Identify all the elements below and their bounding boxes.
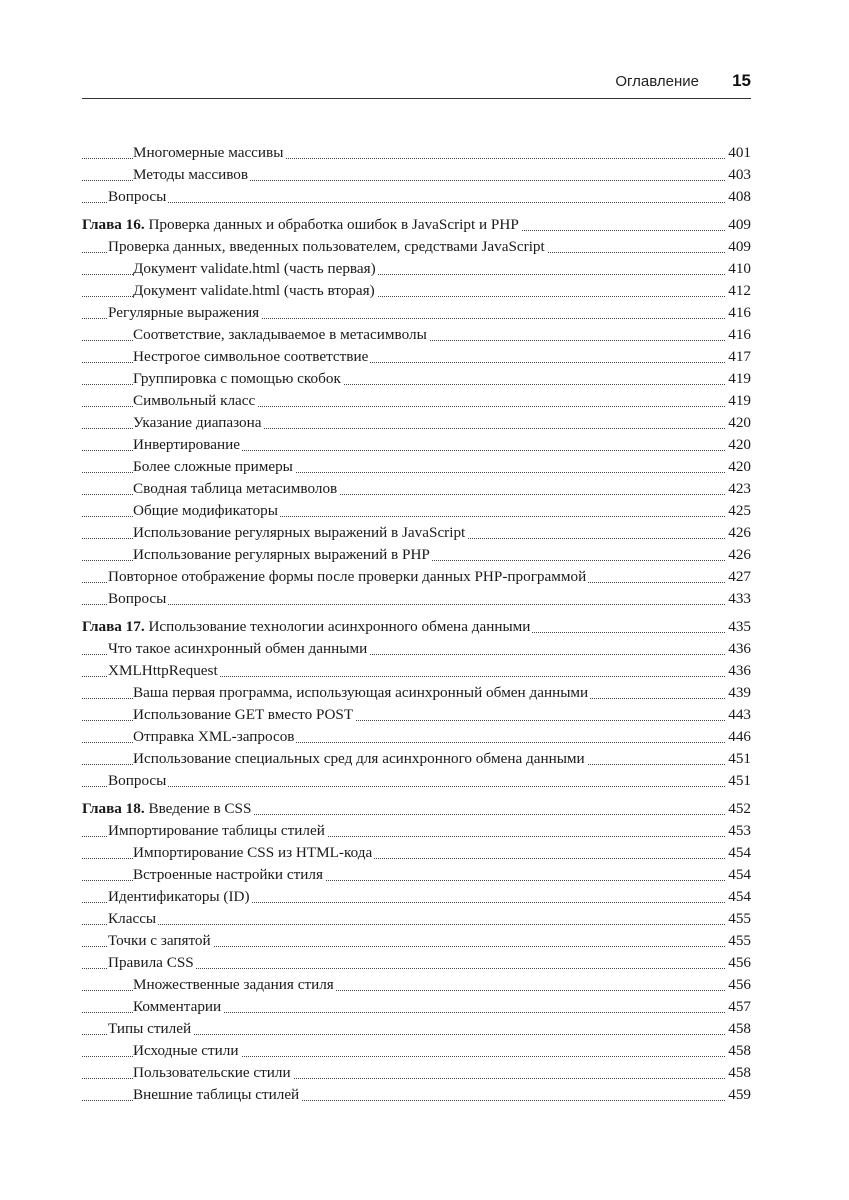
toc-entry-title: Документ validate.html (часть первая) — [133, 260, 376, 277]
toc-entry — [82, 324, 751, 346]
toc-entry-title: Множественные задания стиля — [133, 976, 334, 993]
toc-entry — [82, 704, 751, 726]
toc-chapter-entry — [82, 214, 751, 236]
toc-entry-title: Комментарии — [133, 998, 222, 1015]
toc-entry-title: Группировка с помощью скобок — [133, 370, 341, 387]
toc-page-number: 426 — [726, 522, 751, 544]
toc-entry-title: Общие модификаторы — [133, 502, 278, 519]
toc-entry — [82, 820, 751, 842]
toc-entry — [82, 996, 751, 1018]
toc-page-number: 403 — [726, 164, 751, 186]
chapter-label: Глава 18. — [82, 800, 145, 817]
toc-entry-title: Правила CSS — [108, 954, 194, 971]
toc-entry-title: Проверка данных, введенных пользователем, средствами JavaScript — [108, 238, 545, 255]
toc-entry — [82, 346, 751, 368]
toc-entry-title: Вопросы — [108, 590, 167, 607]
toc-page-number: 410 — [726, 258, 751, 280]
toc-entry-title: Импортирование CSS из HTML-кода — [133, 844, 373, 861]
toc-entry-title: Использование специальных сред для асинхронного обмена данными — [133, 750, 585, 767]
toc-entry-title: XMLHttpRequest — [108, 662, 218, 679]
toc-entry-title: Использование GET вместо POST — [133, 706, 354, 723]
toc-page-number: 452 — [726, 798, 751, 820]
toc-entry-title: Использование регулярных выражений в PHP — [133, 546, 430, 563]
toc-entry — [82, 588, 751, 610]
toc-page-number: 456 — [726, 974, 751, 996]
toc-page-number: 420 — [726, 456, 751, 478]
leader-dots — [82, 604, 751, 605]
toc-entry-title: Использование регулярных выражений в JavaScript — [133, 524, 466, 541]
toc-entry-title: Пользовательские стили — [133, 1064, 291, 1081]
toc-entry — [82, 280, 751, 302]
running-title: Оглавление — [615, 73, 699, 90]
toc-page-number: 408 — [726, 186, 751, 208]
toc-entry-title: Многомерные массивы — [133, 144, 284, 161]
toc-entry-title: Ваша первая программа, использующая асинхронный обмен данными — [133, 684, 589, 701]
toc-entry-title: Глава 17. Использование технологии асинхронного обмена данными — [82, 618, 531, 635]
toc-page-number: 459 — [726, 1084, 751, 1106]
leader-dots — [82, 786, 751, 787]
toc-entry-title: Глава 16. Проверка данных и обработка ошибок в JavaScript и PHP — [82, 216, 519, 233]
leader-dots — [82, 202, 751, 203]
toc-page-number: 412 — [726, 280, 751, 302]
toc-entry-title: Что такое асинхронный обмен данными — [108, 640, 368, 657]
toc-entry — [82, 1018, 751, 1040]
toc-entry — [82, 186, 751, 208]
toc-entry — [82, 638, 751, 660]
toc-entry — [82, 478, 751, 500]
toc-page-number: 455 — [726, 930, 751, 952]
toc-page-number: 436 — [726, 660, 751, 682]
toc-entry — [82, 908, 751, 930]
toc-page-number: 416 — [726, 324, 751, 346]
toc-page-number: 451 — [726, 748, 751, 770]
toc-entry — [82, 456, 751, 478]
toc-page-number: 409 — [726, 236, 751, 258]
toc-entry — [82, 660, 751, 682]
toc-entry — [82, 500, 751, 522]
toc-entry — [82, 864, 751, 886]
toc-entry-title: Глава 18. Введение в CSS — [82, 800, 252, 817]
toc-page-number: 443 — [726, 704, 751, 726]
toc-page-number: 419 — [726, 390, 751, 412]
toc-entry — [82, 258, 751, 280]
toc-entry-title: Методы массивов — [133, 166, 249, 183]
toc-entry — [82, 412, 751, 434]
toc-entry — [82, 770, 751, 792]
toc-page-number: 458 — [726, 1018, 751, 1040]
chapter-label: Глава 17. — [82, 618, 145, 635]
toc-entry-title: Встроенные настройки стиля — [133, 866, 323, 883]
toc-entry-title: Идентификаторы (ID) — [108, 888, 250, 905]
toc-page-number: 458 — [726, 1062, 751, 1084]
toc-entry — [82, 434, 751, 456]
toc-page-number: 451 — [726, 770, 751, 792]
toc-page-number: 417 — [726, 346, 751, 368]
toc-entry-title: Отправка XML-запросов — [133, 728, 295, 745]
toc-chapter-entry — [82, 798, 751, 820]
toc-page-number: 419 — [726, 368, 751, 390]
toc-entry-title: Повторное отображение формы после проверки данных PHP-программой — [108, 568, 587, 585]
toc-page-number: 446 — [726, 726, 751, 748]
toc-page-number: 409 — [726, 214, 751, 236]
toc-entry — [82, 952, 751, 974]
page-number: 15 — [732, 71, 751, 90]
toc-entry — [82, 236, 751, 258]
toc-page-number: 455 — [726, 908, 751, 930]
toc-entry-title: Исходные стили — [133, 1042, 239, 1059]
toc-entry-title: Импортирование таблицы стилей — [108, 822, 325, 839]
toc-page-number: 454 — [726, 886, 751, 908]
toc-entry — [82, 974, 751, 996]
toc-chapter-entry — [82, 616, 751, 638]
toc-entry-title: Регулярные выражения — [108, 304, 260, 321]
toc-entry — [82, 368, 751, 390]
toc-entry — [82, 544, 751, 566]
toc-page-number: 426 — [726, 544, 751, 566]
toc-entry-title: Нестрогое символьное соответствие — [133, 348, 369, 365]
toc-page-number: 454 — [726, 864, 751, 886]
toc-page-number: 457 — [726, 996, 751, 1018]
toc-entry-title: Точки с запятой — [108, 932, 211, 949]
toc-entry — [82, 390, 751, 412]
toc-page-number: 439 — [726, 682, 751, 704]
toc-entry-title: Сводная таблица метасимволов — [133, 480, 338, 497]
toc-page-number: 458 — [726, 1040, 751, 1062]
toc-page-number: 427 — [726, 566, 751, 588]
toc-entry-title: Классы — [108, 910, 157, 927]
toc-page-number: 425 — [726, 500, 751, 522]
toc-page-number: 401 — [726, 142, 751, 164]
leader-dots — [82, 924, 751, 925]
toc-entry — [82, 726, 751, 748]
toc-page-number: 423 — [726, 478, 751, 500]
toc-entry — [82, 302, 751, 324]
toc-entry — [82, 842, 751, 864]
toc-entry — [82, 164, 751, 186]
toc-entry-title: Инвертирование — [133, 436, 240, 453]
toc-entry-title: Соответствие, закладываемое в метасимволы — [133, 326, 427, 343]
toc-entry — [82, 1084, 751, 1106]
page-header — [82, 70, 751, 99]
toc-page-number: 436 — [726, 638, 751, 660]
toc-page-number: 456 — [726, 952, 751, 974]
toc-entry — [82, 748, 751, 770]
toc-entry-title: Документ validate.html (часть вторая) — [133, 282, 375, 299]
toc-page-number: 420 — [726, 434, 751, 456]
table-of-contents — [82, 142, 751, 1106]
toc-entry-title: Более сложные примеры — [133, 458, 293, 475]
toc-entry — [82, 1040, 751, 1062]
toc-page-number: 454 — [726, 842, 751, 864]
toc-entry-title: Вопросы — [108, 772, 167, 789]
toc-entry — [82, 142, 751, 164]
toc-entry — [82, 682, 751, 704]
toc-page-number: 433 — [726, 588, 751, 610]
toc-entry-title: Вопросы — [108, 188, 167, 205]
toc-entry — [82, 522, 751, 544]
toc-page-number: 416 — [726, 302, 751, 324]
toc-entry-title: Внешние таблицы стилей — [133, 1086, 300, 1103]
toc-page-number: 420 — [726, 412, 751, 434]
toc-entry — [82, 930, 751, 952]
toc-page-number: 453 — [726, 820, 751, 842]
toc-entry-title: Указание диапазона — [133, 414, 262, 431]
chapter-label: Глава 16. — [82, 216, 145, 233]
toc-entry-title: Символьный класс — [133, 392, 256, 409]
toc-page-number: 435 — [726, 616, 751, 638]
toc-entry — [82, 566, 751, 588]
toc-entry-title: Типы стилей — [108, 1020, 192, 1037]
toc-entry — [82, 886, 751, 908]
toc-entry — [82, 1062, 751, 1084]
